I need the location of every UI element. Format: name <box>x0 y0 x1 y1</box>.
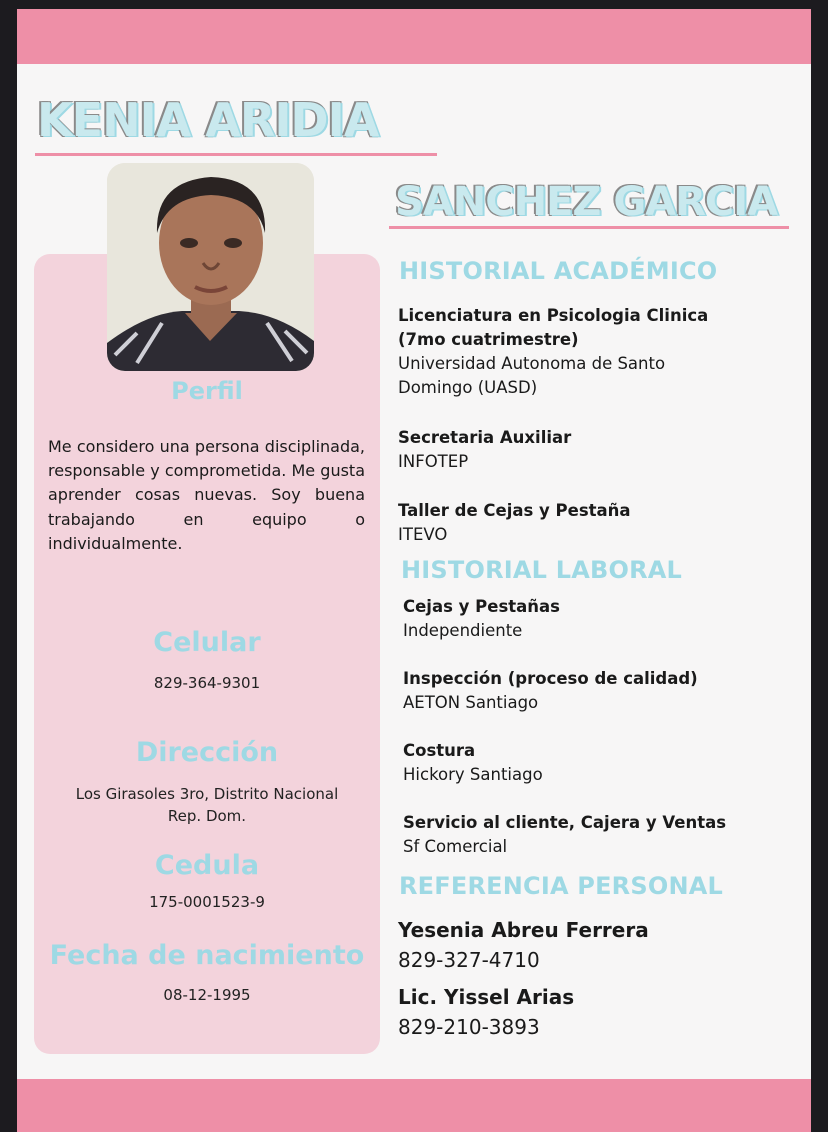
profile-heading: Perfil <box>171 377 243 405</box>
id-heading: Cedula <box>154 850 260 881</box>
reference-phone: 829-210-3893 <box>398 1015 540 1039</box>
phone-heading: Celular <box>153 627 261 658</box>
id-value: 175-0001523-9 <box>149 893 265 911</box>
address-line-2: Rep. Dom. <box>167 807 247 825</box>
name-underline <box>35 153 437 156</box>
work-title: Costura <box>403 741 476 760</box>
lastname-underline <box>389 226 789 229</box>
address-heading: Dirección <box>135 737 279 768</box>
academic-entry <box>398 426 571 474</box>
academic-entry <box>398 499 631 547</box>
resume-page <box>17 9 811 1132</box>
birth-value: 08-12-1995 <box>163 986 251 1004</box>
reference-entry <box>398 915 649 975</box>
academic-title: Secretaria Auxiliar <box>398 428 572 447</box>
birth-heading: Fecha de nacimiento <box>49 940 365 971</box>
person-icon <box>107 163 314 371</box>
academic-place: ITEVO <box>398 525 448 544</box>
reference-name: Yesenia Abreu Ferrera <box>398 918 649 942</box>
academic-place: Domingo (UASD) <box>398 378 538 397</box>
work-entry <box>403 667 698 715</box>
academic-place: Universidad Autonoma de Santo <box>398 354 666 373</box>
top-band <box>17 9 811 64</box>
phone-value: 829-364-9301 <box>153 674 261 692</box>
last-name: SANCHEZ GARCIA <box>395 179 778 225</box>
profile-text: Me considero una persona disciplinada, responsable y comprometida. Me gusta aprender cosas nuevas. Soy buena trabajando en equipo o individualmente. <box>48 437 365 553</box>
work-entry <box>403 811 726 859</box>
academic-title: (7mo cuatrimestre) <box>398 330 579 349</box>
work-place: Sf Comercial <box>403 837 508 856</box>
work-entry <box>403 739 543 787</box>
references-heading: REFERENCIA PERSONAL <box>399 872 724 900</box>
reference-name: Lic. Yissel Arias <box>398 985 575 1009</box>
bottom-band <box>17 1079 811 1132</box>
academic-title: Licenciatura en Psicologia Clinica <box>398 306 709 325</box>
work-place: AETON Santiago <box>403 693 539 712</box>
first-name: KENIA ARIDIA <box>37 93 379 147</box>
work-place: Independiente <box>403 621 523 640</box>
work-entry <box>403 595 560 643</box>
academic-place: INFOTEP <box>398 452 469 471</box>
academic-entry <box>398 304 708 400</box>
work-heading: HISTORIAL LABORAL <box>401 556 683 584</box>
academic-title: Taller de Cejas y Pestaña <box>398 501 631 520</box>
academic-heading: HISTORIAL ACADÉMICO <box>399 257 718 285</box>
reference-entry <box>398 982 574 1042</box>
work-title: Servicio al cliente, Cajera y Ventas <box>403 813 727 832</box>
profile-photo <box>107 163 314 371</box>
work-title: Cejas y Pestañas <box>403 597 560 616</box>
address-line-1: Los Girasoles 3ro, Distrito Nacional <box>75 785 339 803</box>
reference-phone: 829-327-4710 <box>398 948 540 972</box>
work-title: Inspección (proceso de calidad) <box>403 669 698 688</box>
work-place: Hickory Santiago <box>403 765 543 784</box>
